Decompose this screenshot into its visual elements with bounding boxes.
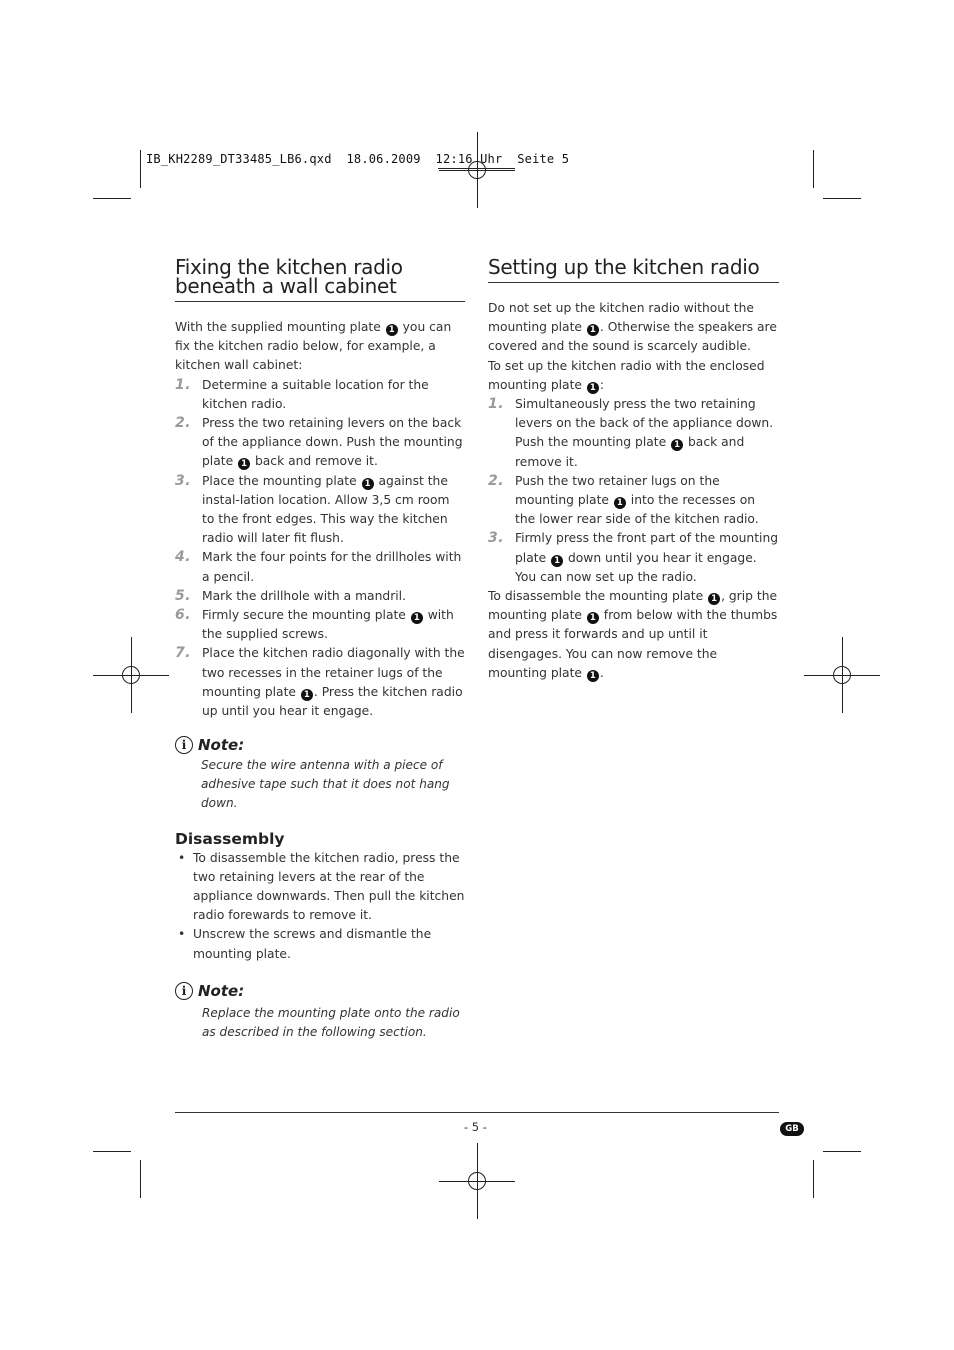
list-item: • To disassemble the kitchen radio, press the two retaining levers at the rear of the appliance downwards. Then pull the kitchen radio forewards to remove it.	[175, 849, 465, 926]
step-item: 3. Place the mounting plate 1 against the instal-lation location. Allow 3,5 cm room to the front edges. This way the kitchen radio will later fit flush.	[175, 472, 450, 546]
step-number: 1.	[175, 376, 192, 393]
step-number: 3.	[175, 472, 192, 489]
section-title-setup: Setting up the kitchen radio	[488, 255, 760, 279]
plate-ref-badge: 1	[708, 593, 720, 605]
language-badge: GB	[780, 1122, 804, 1136]
title-rule	[488, 282, 779, 283]
disassembly-heading: Disassembly	[175, 829, 285, 848]
step-item: 2. Push the two retainer lugs on the mounting plate 1 into the recesses on the lower rear side of the kitchen radio.	[488, 472, 759, 527]
crop-mark	[813, 150, 814, 188]
title-rule	[175, 301, 465, 302]
plate-ref-badge: 1	[411, 612, 423, 624]
setup-warning-paragraph: Do not set up the kitchen radio without the mounting plate 1 . Otherwise the speakers are covered and the sound is scarcely audible.	[488, 301, 777, 354]
section-title-fixing: Fixing the kitchen radio beneath a wall cabinet	[175, 255, 403, 298]
plate-ref-badge: 1	[551, 555, 563, 567]
step-item: 3. Firmly press the front part of the mounting plate 1 down until you hear it engage. You can now set up the radio.	[488, 530, 779, 584]
note-block	[175, 736, 465, 812]
plate-ref-badge: 1	[238, 458, 250, 470]
crop-mark	[813, 1160, 814, 1198]
step-number: 1.	[488, 396, 505, 413]
disassembly-list	[175, 849, 465, 964]
info-icon: i	[175, 982, 193, 1000]
step-item: 1. Determine a suitable location for the kitchen radio.	[175, 376, 429, 411]
slug-underline	[438, 168, 515, 169]
step-item: 5. Mark the drillhole with a mandril.	[175, 587, 465, 606]
step-item: 6. Firmly secure the mounting plate 1 with the supplied screws.	[175, 607, 454, 642]
note-heading	[175, 736, 465, 754]
fixing-steps-list	[175, 376, 465, 722]
plate-ref-badge: 1	[587, 382, 599, 394]
left-column	[175, 255, 465, 1041]
step-number: 2.	[488, 472, 505, 489]
intro-paragraph: With the supplied mounting plate 1 you can fix the kitchen radio below, for example, a kitchen wall cabinet:	[175, 320, 452, 373]
step-number: 4.	[175, 549, 192, 566]
registration-mark-right	[804, 637, 880, 713]
crop-mark	[93, 1151, 131, 1152]
step-number: 6.	[175, 607, 192, 624]
crop-mark	[140, 1160, 141, 1198]
step-number: 7.	[175, 645, 192, 662]
right-column	[488, 255, 779, 683]
note-block-2	[175, 982, 465, 1042]
step-item: 2. Press the two retaining levers on the back of the appliance down. Push the mounting plate 1 back and remove it.	[175, 415, 463, 470]
step-item: 4. Mark the four points for the drillholes with a pencil.	[175, 549, 462, 584]
plate-ref-badge: 1	[362, 478, 374, 490]
list-item: • Unscrew the screws and dismantle the mounting plate.	[175, 925, 465, 963]
plate-ref-badge: 1	[587, 324, 599, 336]
crop-mark	[823, 198, 861, 199]
note-text: Secure the wire antenna with a piece of adhesive tape such that it does not hang down.	[201, 758, 450, 810]
step-item: 1. Simultaneously press the two retaining levers on the back of the appliance down. Push the mounting plate 1 back and remove it.	[488, 396, 774, 469]
setup-intro-paragraph: To set up the kitchen radio with the enclosed mounting plate 1 :	[488, 358, 765, 393]
plate-ref-badge: 1	[671, 439, 683, 451]
note-text: Replace the mounting plate onto the radio as described in the following section.	[202, 1005, 460, 1039]
step-number: 3.	[488, 530, 505, 547]
plate-ref-badge: 1	[301, 689, 313, 701]
file-slug: IB_KH2289_DT33485_LB6.qxd 18.06.2009 12:16 Uhr Seite 5	[146, 152, 570, 166]
note-heading	[175, 982, 465, 1000]
note-label: Note:	[198, 736, 245, 755]
step-number: 2.	[175, 415, 192, 432]
info-icon: i	[175, 736, 193, 754]
plate-ref-badge: 1	[587, 670, 599, 682]
step-item: 7. Place the kitchen radio diagonally with the two recesses in the retainer lugs of the mounting plate 1 . Press the kitchen radio up until you hear it engage.	[175, 645, 465, 719]
crop-mark	[823, 1151, 861, 1152]
page-number: - 5 -	[464, 1120, 487, 1134]
setup-steps-list	[488, 395, 779, 587]
crop-mark	[93, 198, 131, 199]
step-number: 5.	[175, 587, 192, 604]
crop-mark	[140, 150, 141, 188]
disassembly-section	[175, 830, 465, 964]
registration-mark-left	[93, 637, 169, 713]
plate-ref-badge: 1	[587, 612, 599, 624]
plate-ref-badge: 1	[386, 324, 398, 336]
registration-mark-bottom	[439, 1143, 515, 1219]
note-label: Note:	[198, 981, 245, 1000]
registration-mark-top	[439, 132, 515, 208]
plate-ref-badge: 1	[614, 497, 626, 509]
footer-rule	[175, 1112, 779, 1113]
disassemble-plate-paragraph: To disassemble the mounting plate 1 , grip the mounting plate 1 from below with the thumbs and press it forwards and up until it disengages. You can now remove the mounting plate 1 .	[488, 589, 778, 681]
